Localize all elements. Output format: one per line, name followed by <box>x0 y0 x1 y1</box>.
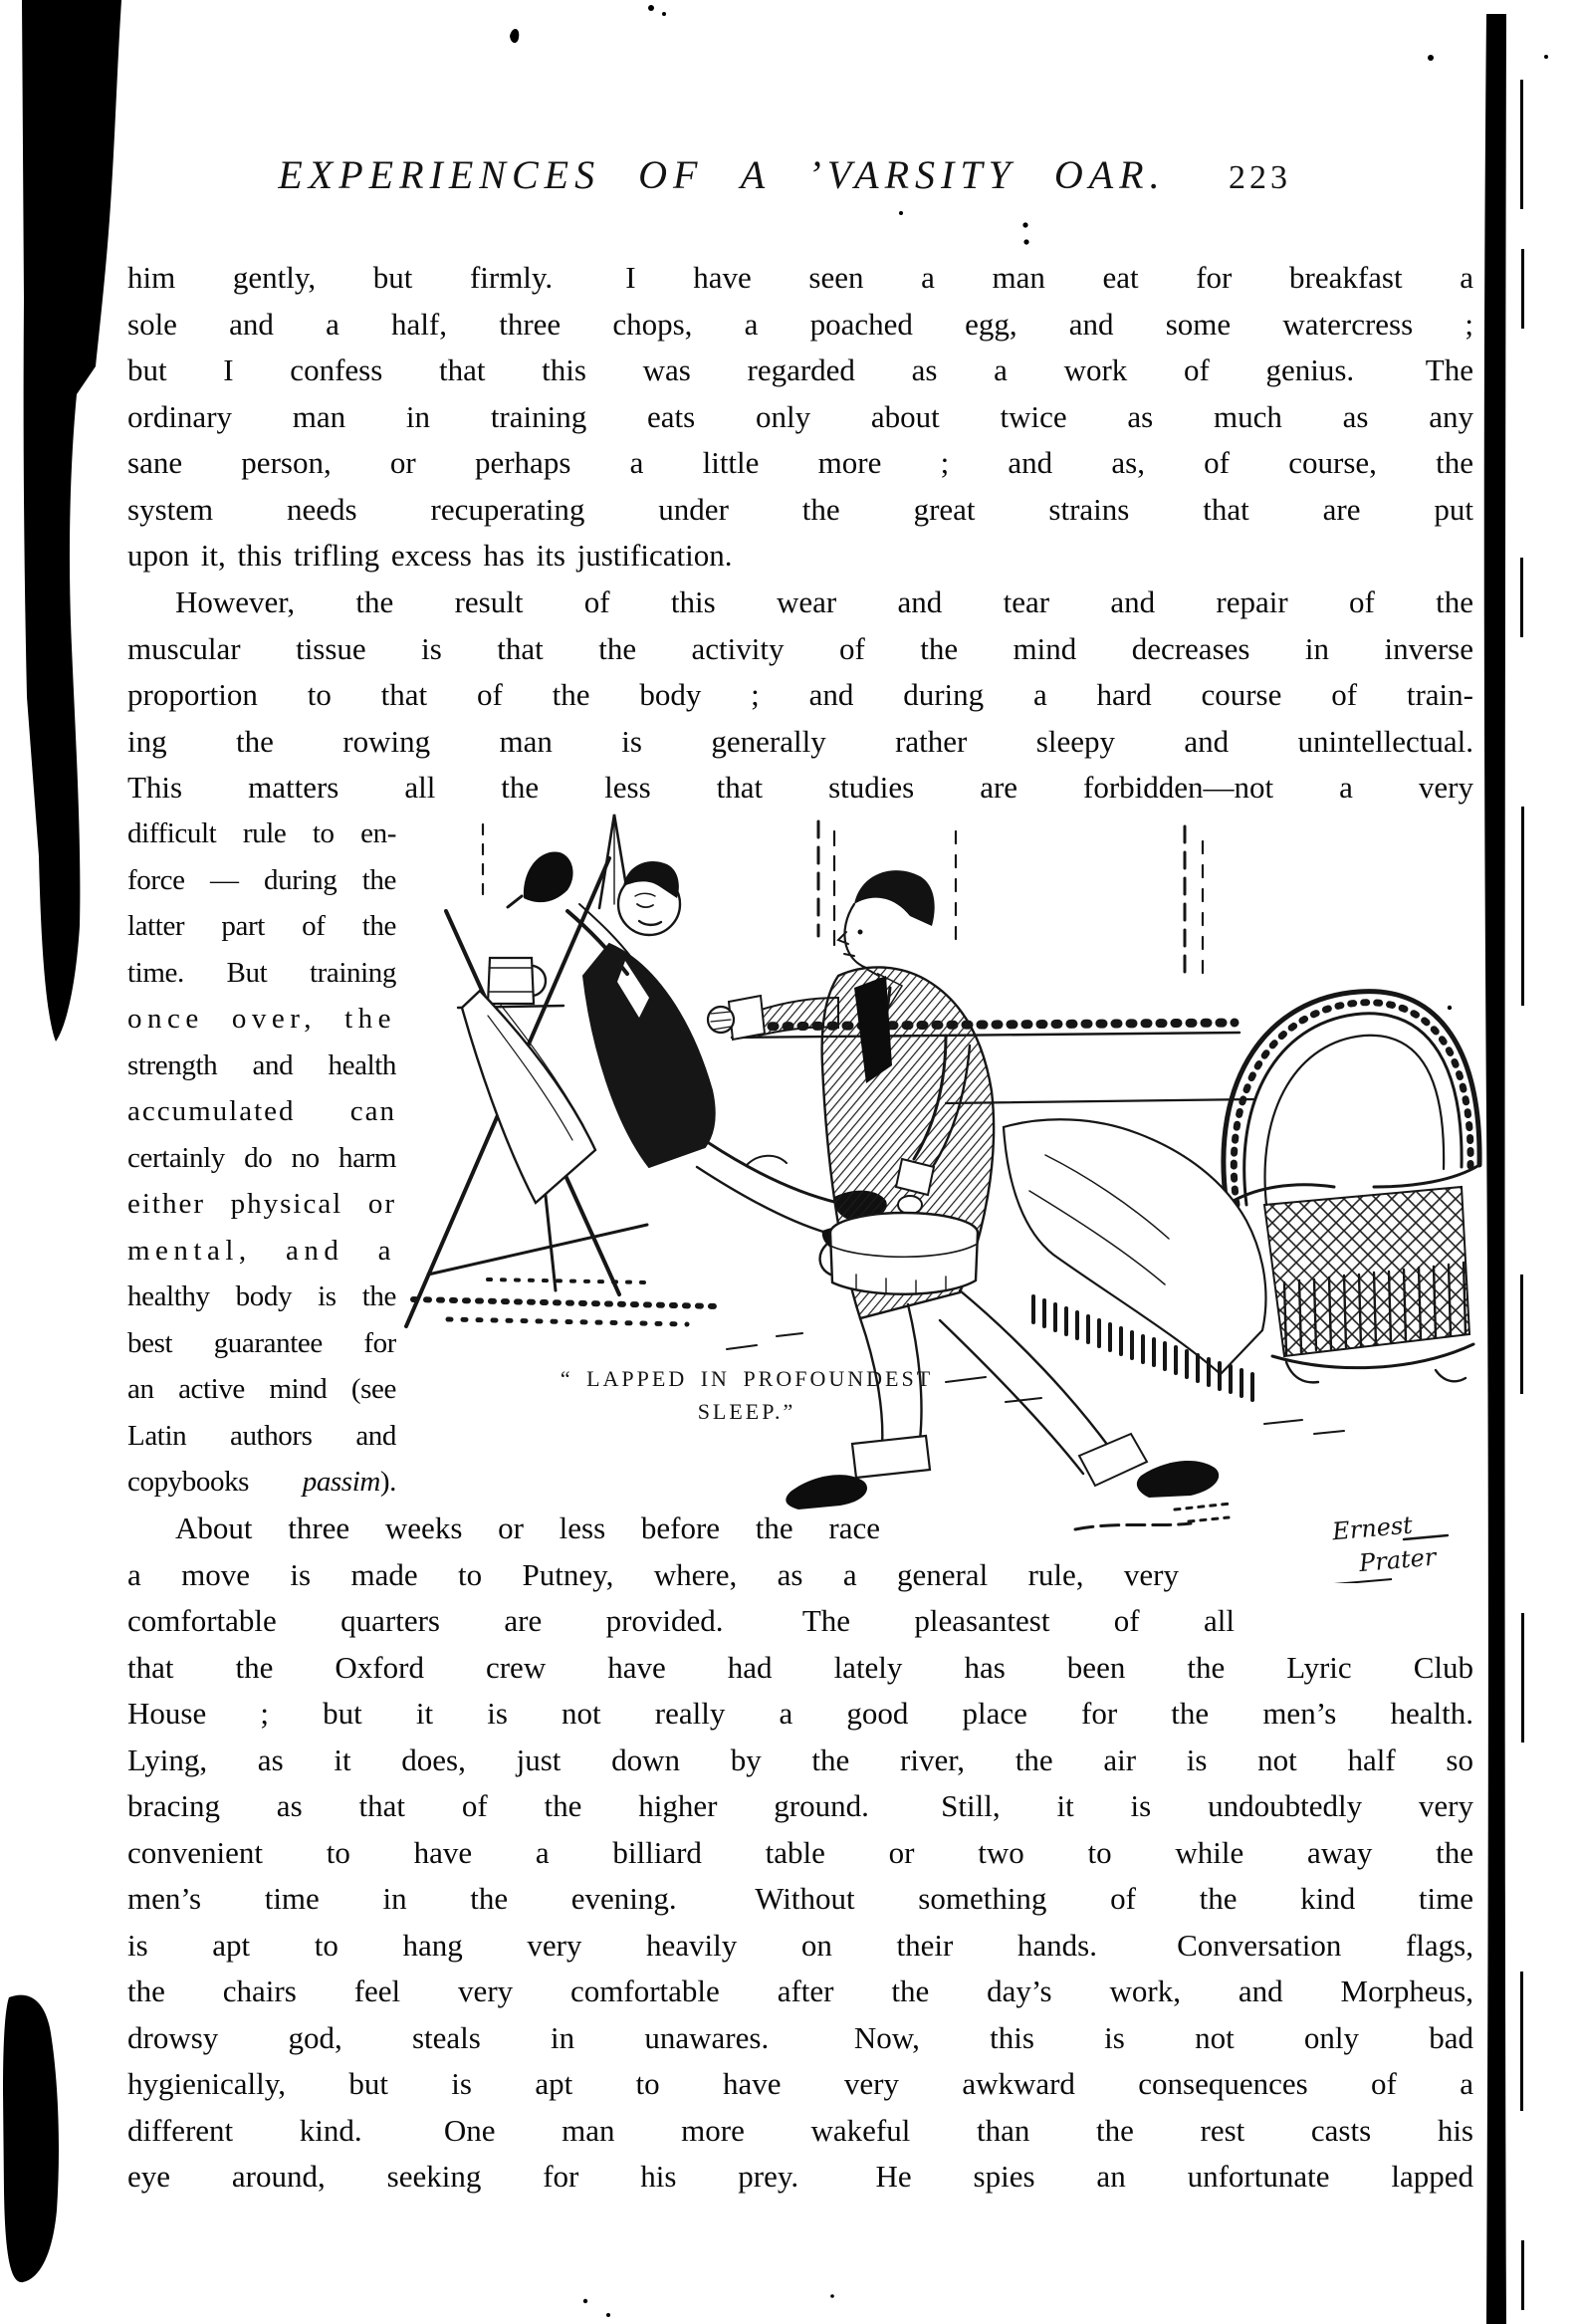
text-line: proportion to that of the body ; and during a hard course of train- <box>127 677 1473 712</box>
text-line: ordinary man in training eats only about twice as much as any <box>127 398 1473 434</box>
running-header-title: EXPERIENCES OF A ’VARSITY OAR. <box>278 152 1166 197</box>
text-line: upon it, this trifling excess has its justification. <box>127 538 733 573</box>
page-number: 223 <box>1229 159 1291 196</box>
paragraph-putney <box>127 1506 1473 2201</box>
illustration-caption <box>543 1362 951 1428</box>
text-line: copybooks passim). <box>127 1466 396 1498</box>
text-line: drowsy god, steals in unawares. Now, this is not only bad <box>127 2019 1473 2055</box>
illustration-figure <box>388 737 1483 1583</box>
text-line: muscular tissue is that the activity of the mind decreases in inverse <box>127 630 1473 666</box>
illustration-lapped-in-profoundest-sleep <box>388 737 1483 1583</box>
text-line: time. But training <box>127 956 396 989</box>
text-line: but I confess that this was regarded as a work of genius. The <box>127 352 1473 387</box>
text-line: healthy body is the <box>127 1280 396 1312</box>
paragraph-however <box>127 580 1473 812</box>
text-line: comfortable quarters are provided. The pleasantest of all <box>127 1603 1235 1638</box>
text-line: About three weeks or less before the race <box>175 1511 880 1545</box>
text-line: sole and a half, three chops, a poached egg, and some watercress ; <box>127 306 1473 342</box>
text-line: accumulated can <box>127 1095 396 1127</box>
scan-blob-bottom-left <box>3 1995 59 2283</box>
text-line: either physical or <box>127 1188 396 1220</box>
text-line: a move is made to Putney, where, as a general rule, very <box>127 1556 1179 1592</box>
text-line: mental, and a <box>127 1234 396 1267</box>
text-line: best guarantee for <box>127 1326 396 1359</box>
text-line: bracing as that of the higher ground. Still, it is undoubtedly very <box>127 1788 1473 1823</box>
paragraph-breakfast <box>127 255 1473 580</box>
text-line: different kind. One man more wakeful than the rest casts his <box>127 2112 1473 2148</box>
text-line: Lying, as it does, just down by the river, the air is not half so <box>127 1742 1473 1777</box>
text-line: House ; but it is not really a good place for the men’s health. <box>127 1696 1473 1731</box>
text-line: Latin authors and <box>127 1419 396 1452</box>
text-line: convenient to have a billiard table or two to while away the <box>127 1834 1473 1870</box>
text-line: sane person, or perhaps a little more ; and as, of course, the <box>127 445 1473 480</box>
text-line: once over, the <box>127 1003 396 1035</box>
text-line: This matters all the less that studies are forbidden—not a very <box>127 770 1473 805</box>
artist-signature-first: Ernest <box>1331 1511 1414 1546</box>
text-line: eye around, seeking for his prey. He spies an unfortunate lapped <box>127 2159 1473 2194</box>
text-line: that the Oxford crew have had lately has been the Lyric Club <box>127 1649 1473 1685</box>
text-line: the chairs feel very comfortable after the day’s work, and Morpheus, <box>127 1974 1473 2008</box>
text-line: latter part of the <box>127 910 396 942</box>
text-line: force — during the <box>127 863 396 896</box>
illustration-art <box>406 814 1479 1539</box>
scan-blob-top-left <box>22 0 121 1042</box>
text-line: strength and health <box>127 1048 396 1081</box>
paragraph-wrap-column <box>127 811 396 1506</box>
text-line: an active mind (see <box>127 1373 396 1405</box>
text-line: is apt to hang very heavily on their hands. Conversation flags, <box>127 1927 1473 1963</box>
text-line: system needs recuperating under the great strains that are put <box>127 491 1473 527</box>
text-line: hygienically, but is apt to have very awkward consequences of a <box>127 2066 1473 2101</box>
scan-gutter-band <box>1484 14 1506 2324</box>
text-line: certainly do no harm <box>127 1141 396 1174</box>
text-line: ing the rowing man is generally rather sleepy and unintellectual. <box>127 723 1473 759</box>
scan-gutter-hairline <box>1520 80 1524 2310</box>
artist-signature-last: Prater <box>1358 1542 1438 1578</box>
text-line: However, the result of this wear and tear and repair of the <box>175 584 1473 619</box>
text-line: him gently, but firmly. I have seen a man eat for breakfast a <box>127 260 1473 295</box>
text-line: difficult rule to en- <box>127 817 396 849</box>
caption-line-1: “ LAPPED IN PROFOUNDEST <box>560 1366 934 1391</box>
text-line: men’s time in the evening. Without something of the kind time <box>127 1881 1473 1916</box>
caption-line-2: SLEEP.” <box>697 1399 796 1424</box>
